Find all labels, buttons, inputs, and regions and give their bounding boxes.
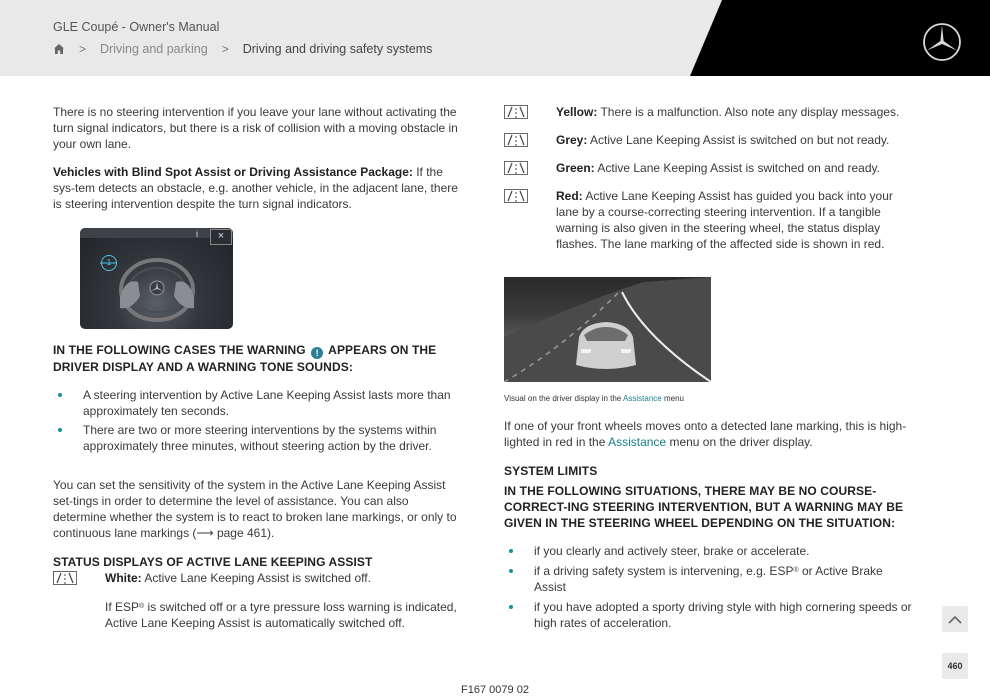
assistance-link[interactable]: Assistance (608, 435, 667, 449)
close-icon[interactable]: × (210, 229, 232, 245)
image-reference-code: F167 0079 02 (461, 684, 529, 696)
lane-keeping-assist-icon (504, 105, 528, 119)
status-text: There is a malfunction. Also note any display messages. (597, 105, 900, 119)
status-green (504, 160, 916, 176)
esp-post: is switched off or a tyre pressure loss warning is indicated, Active Lane Keeping Assist is automatically switched off. (105, 600, 457, 630)
status-red (504, 188, 916, 252)
status-grey (504, 132, 916, 148)
chevron-right-icon: > (79, 42, 87, 56)
breadcrumb (53, 42, 432, 56)
home-icon[interactable] (53, 43, 65, 55)
list-item-sup: ® (793, 567, 799, 574)
esp-sup: ® (139, 603, 145, 610)
header (0, 0, 990, 76)
paragraph-blind-spot-text: If the sys-tem detects an obstacle, e.g. another vehicle, in the adjacent lane, there is steering intervention despite the turn signal indicators. (53, 165, 458, 211)
warning-icon: ! (311, 347, 323, 359)
mercedes-star-logo[interactable] (922, 22, 962, 62)
paragraph-blind-spot (53, 164, 465, 212)
breadcrumb-item-driving-and-parking[interactable]: Driving and parking (100, 42, 208, 56)
list-item-text: if you clearly and actively steer, brake or accelerate. (534, 544, 810, 558)
lane-keeping-assist-icon (504, 189, 528, 203)
caption-assistance-link[interactable]: Assistance (623, 394, 662, 403)
status-white-label: White: (105, 571, 142, 585)
lane-keeping-assist-icon (504, 161, 528, 175)
page-number: 460 (942, 653, 968, 679)
caption-post: menu (661, 394, 684, 403)
esp-pre: If ESP (105, 600, 140, 614)
info-icon[interactable]: i (196, 229, 198, 239)
warning-heading-post: APPEARS ON THE DRIVER DISPLAY AND A WARNING TONE SOUNDS: (53, 343, 437, 374)
list-item: There are two or more steering interventions by the systems within approximately three minutes, without steering action by the driver. (53, 422, 465, 454)
image-caption (504, 394, 684, 403)
paragraph-front-wheels (504, 418, 916, 450)
steering-wheel-graphic (80, 228, 233, 329)
paragraph-esp (53, 599, 465, 631)
wheels-post: menu on the driver display. (666, 435, 813, 449)
driver-display-road-image (504, 277, 711, 382)
status-heading: STATUS DISPLAYS OF ACTIVE LANE KEEPING ASSIST (53, 555, 373, 569)
paragraph-no-intervention: There is no steering intervention if you leave your lane without activating the turn signal indicators, but there is a risk of collision with a moving obstacle in your own lane. (53, 105, 458, 151)
list-item (504, 599, 916, 631)
breadcrumb-item-current: Driving and driving safety systems (242, 42, 433, 56)
lane-keeping-assist-icon (53, 571, 77, 585)
limits-list (504, 543, 916, 631)
list-item-text: if you have adopted a sporty driving style with high cornering speeds or high rates of acceleration. (534, 600, 912, 630)
paragraph-sensitivity: You can set the sensitivity of the system in the Active Lane Keeping Assist set-tings in order to determine the level of assistance. You can also determine whether the system is to react to broken lane markings, or only to continuous lane markings (⟶ page 461). (53, 478, 457, 540)
scroll-to-top-button[interactable] (942, 606, 968, 632)
status-text: Active Lane Keeping Assist is switched on but not ready. (587, 133, 890, 147)
status-text: Active Lane Keeping Assist has guided you back into your lane by a course-correcting steering intervention. If a tangible warning is also given in the steering wheel, the status display flashes. The lane marking of the affected side is shown in red. (556, 189, 893, 251)
status-white-text: Active Lane Keeping Assist is switched off. (141, 571, 371, 585)
status-label: Yellow: (556, 105, 598, 119)
status-white (53, 570, 465, 586)
right-column-lower (504, 418, 916, 631)
warning-heading-pre: IN THE FOLLOWING CASES THE WARNING (53, 343, 306, 357)
status-text: Active Lane Keeping Assist is switched on and ready. (594, 161, 880, 175)
steering-wheel-image (80, 228, 233, 329)
callout-marker: 1 (101, 255, 117, 271)
status-label: Grey: (556, 133, 588, 147)
status-label: Red: (556, 189, 583, 203)
left-column-lower (53, 342, 465, 631)
wheels-pre: If one of your front wheels moves onto a detected lane marking, this is high-lighted in red in the (504, 419, 907, 449)
caption-pre: Visual on the driver display in the (504, 394, 624, 403)
chevron-right-icon: > (221, 42, 229, 56)
status-yellow (504, 104, 916, 120)
list-item-text: if a driving safety system is intervening, e.g. ESP (534, 564, 794, 578)
system-limits-heading: SYSTEM LIMITS (504, 464, 598, 478)
manual-title: GLE Coupé - Owner's Manual (53, 20, 220, 34)
paragraph-blind-spot-bold: Vehicles with Blind Spot Assist or Driving Assistance Package: (53, 165, 413, 179)
list-item-text-post: or Active Brake Assist (534, 564, 883, 594)
right-column (504, 104, 916, 252)
left-column (53, 104, 465, 212)
list-item: A steering intervention by Active Lane Keeping Assist lasts more than approximately ten seconds. (53, 387, 465, 419)
warning-list (53, 387, 465, 454)
list-item (504, 563, 916, 595)
warning-heading (53, 342, 465, 375)
road-graphic (504, 277, 711, 382)
list-item (504, 543, 916, 559)
lane-keeping-assist-icon (504, 133, 528, 147)
status-label: Green: (556, 161, 595, 175)
system-limits-subheading: IN THE FOLLOWING SITUATIONS, THERE MAY BE NO COURSE-CORRECT-ING STEERING INTERVENTION, BUT A WARNING MAY BE GIVEN IN THE STEERING WHEEL DEPENDING ON THE SITUATION: (504, 484, 904, 530)
chevron-up-icon (948, 615, 962, 624)
